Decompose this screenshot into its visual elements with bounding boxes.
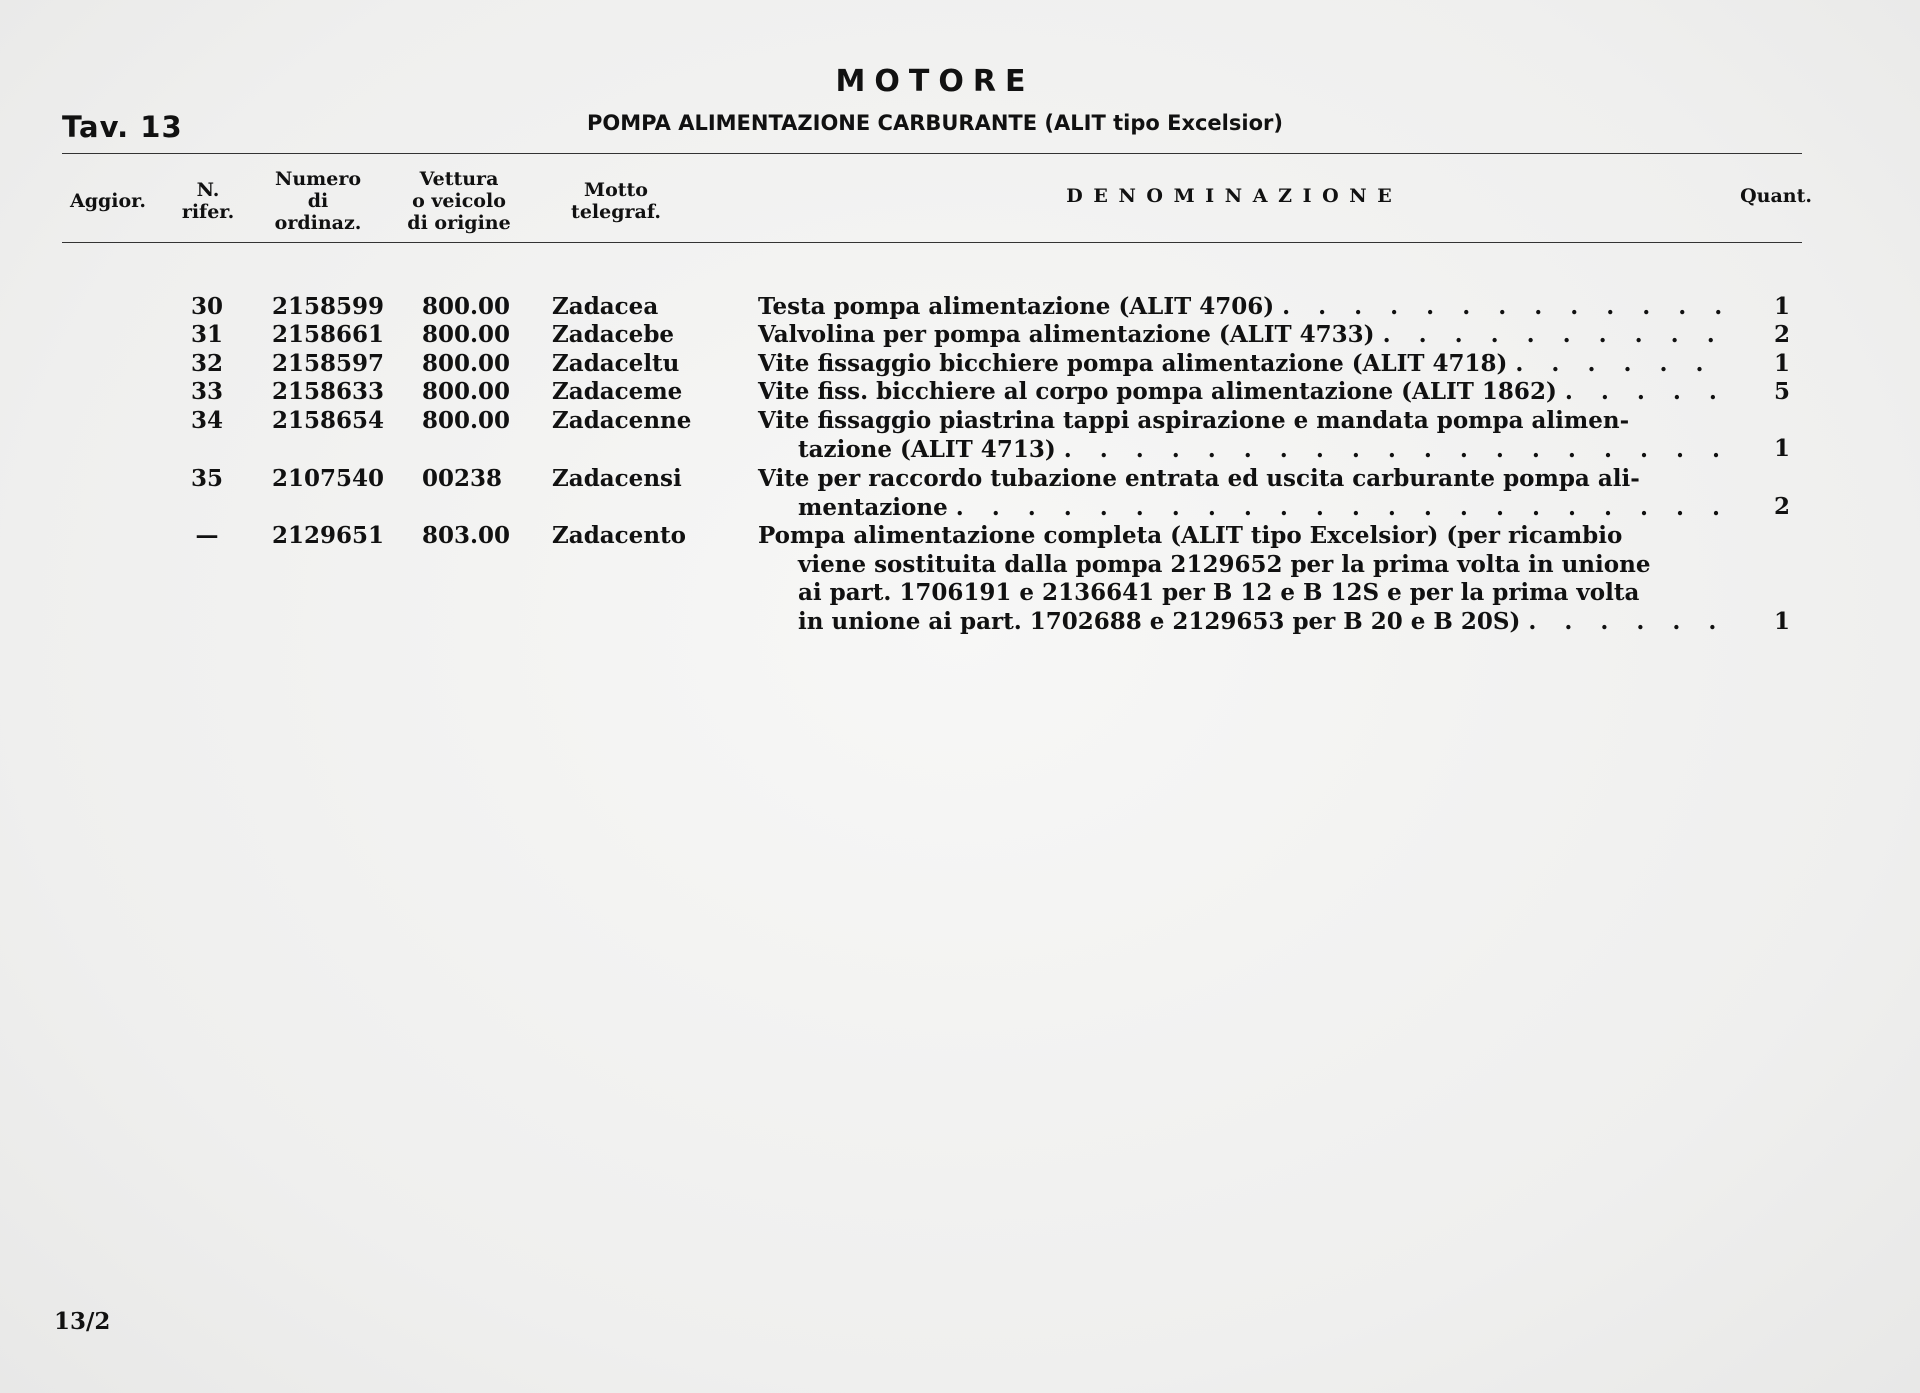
row-rifer: 35 <box>190 465 223 492</box>
dot-leader <box>948 494 1726 523</box>
dot-leader <box>1375 321 1726 350</box>
column-header-quant: Quant. <box>1740 185 1812 207</box>
row-origine: 800.00 <box>422 293 511 320</box>
dot-leader <box>1557 378 1726 407</box>
row-motto: Zadacenne <box>552 407 692 434</box>
row-ordinaz: 2158661 <box>272 321 385 348</box>
row-rifer: 30 <box>190 293 223 320</box>
column-header-motto: Motto telegraf. <box>571 179 661 223</box>
header-bottom-rule <box>62 242 1802 243</box>
row-description <box>758 465 1726 522</box>
row-description <box>758 378 1726 407</box>
row-rifer: 32 <box>190 350 223 377</box>
column-header-denominazione: D E N O M I N A Z I O N E <box>1066 185 1394 207</box>
dot-leader <box>1056 436 1726 465</box>
row-motto: Zadacensi <box>552 465 682 492</box>
table-number: Tav. 13 <box>62 110 183 144</box>
row-origine: 803.00 <box>422 522 511 549</box>
row-origine: 800.00 <box>422 321 511 348</box>
description-line: tazione (ALIT 4713) <box>798 435 1056 463</box>
row-motto: Zadaceltu <box>552 350 680 377</box>
row-origine: 800.00 <box>422 407 511 434</box>
row-description <box>758 293 1726 322</box>
description-line: viene sostituita dalla pompa 2129652 per la prima volta in unione <box>798 550 1651 578</box>
dot-leader <box>1274 293 1726 322</box>
header-top-rule <box>62 153 1802 154</box>
row-motto: Zadacebe <box>552 321 675 348</box>
row-description <box>758 407 1726 464</box>
row-motto: Zadacento <box>552 522 687 549</box>
row-rifer: 33 <box>190 378 223 405</box>
page-number: 13/2 <box>54 1308 111 1335</box>
row-quantity: 1 <box>1773 350 1790 377</box>
row-ordinaz: 2158633 <box>272 378 385 405</box>
column-header-ordinaz: Numero di ordinaz. <box>274 168 362 234</box>
description-line: Valvolina per pompa alimentazione (ALIT 4733) <box>758 321 1375 348</box>
description-line: in unione ai part. 1702688 e 2129653 per B 20 e B 20S) <box>798 607 1521 635</box>
row-description <box>758 522 1726 636</box>
dot-leader <box>1520 608 1726 637</box>
row-quantity: 1 <box>1773 293 1790 320</box>
row-ordinaz: 2158599 <box>272 293 385 320</box>
row-origine: 800.00 <box>422 378 511 405</box>
row-origine: 800.00 <box>422 350 511 377</box>
column-header-rifer: N. rifer. <box>181 179 235 223</box>
row-quantity: 5 <box>1773 378 1790 405</box>
description-line: Vite fissaggio piastrina tappi aspirazione e mandata pompa alimen- <box>758 407 1630 434</box>
description-line: Vite fissaggio bicchiere pompa alimentazione (ALIT 4718) <box>758 350 1508 377</box>
row-quantity: 1 <box>1773 608 1790 635</box>
description-line: Pompa alimentazione completa (ALIT tipo Excelsior) (per ricambio <box>758 522 1623 549</box>
row-rifer: 31 <box>190 321 223 348</box>
row-quantity: 2 <box>1773 321 1790 348</box>
row-ordinaz: 2158597 <box>272 350 385 377</box>
column-header-aggior: Aggior. <box>69 190 147 212</box>
row-motto: Zadaceme <box>552 378 683 405</box>
description-line: Vite fiss. bicchiere al corpo pompa alimentazione (ALIT 1862) <box>758 378 1557 405</box>
page-subtitle: POMPA ALIMENTAZIONE CARBURANTE (ALIT tipo Excelsior) <box>587 111 1283 135</box>
row-rifer: — <box>195 522 219 549</box>
row-ordinaz: 2129651 <box>272 522 385 549</box>
row-ordinaz: 2107540 <box>272 465 385 492</box>
row-motto: Zadacea <box>552 293 659 320</box>
row-quantity: 1 <box>1773 435 1790 462</box>
description-line: Testa pompa alimentazione (ALIT 4706) <box>758 293 1275 320</box>
description-line: mentazione <box>798 493 948 521</box>
row-rifer: 34 <box>190 407 223 434</box>
section-title: MOTORE <box>835 64 1035 99</box>
description-line: Vite per raccordo tubazione entrata ed uscita carburante pompa ali- <box>758 465 1640 492</box>
row-description <box>758 350 1726 379</box>
description-line: ai part. 1706191 e 2136641 per B 12 e B 12S e per la prima volta <box>798 579 1640 606</box>
column-header-origine: Vettura o veicolo di origine <box>407 168 511 234</box>
dot-leader <box>1507 350 1726 379</box>
row-origine: 00238 <box>422 465 503 492</box>
row-quantity: 2 <box>1773 493 1790 520</box>
row-ordinaz: 2158654 <box>272 407 385 434</box>
row-description <box>758 321 1726 350</box>
